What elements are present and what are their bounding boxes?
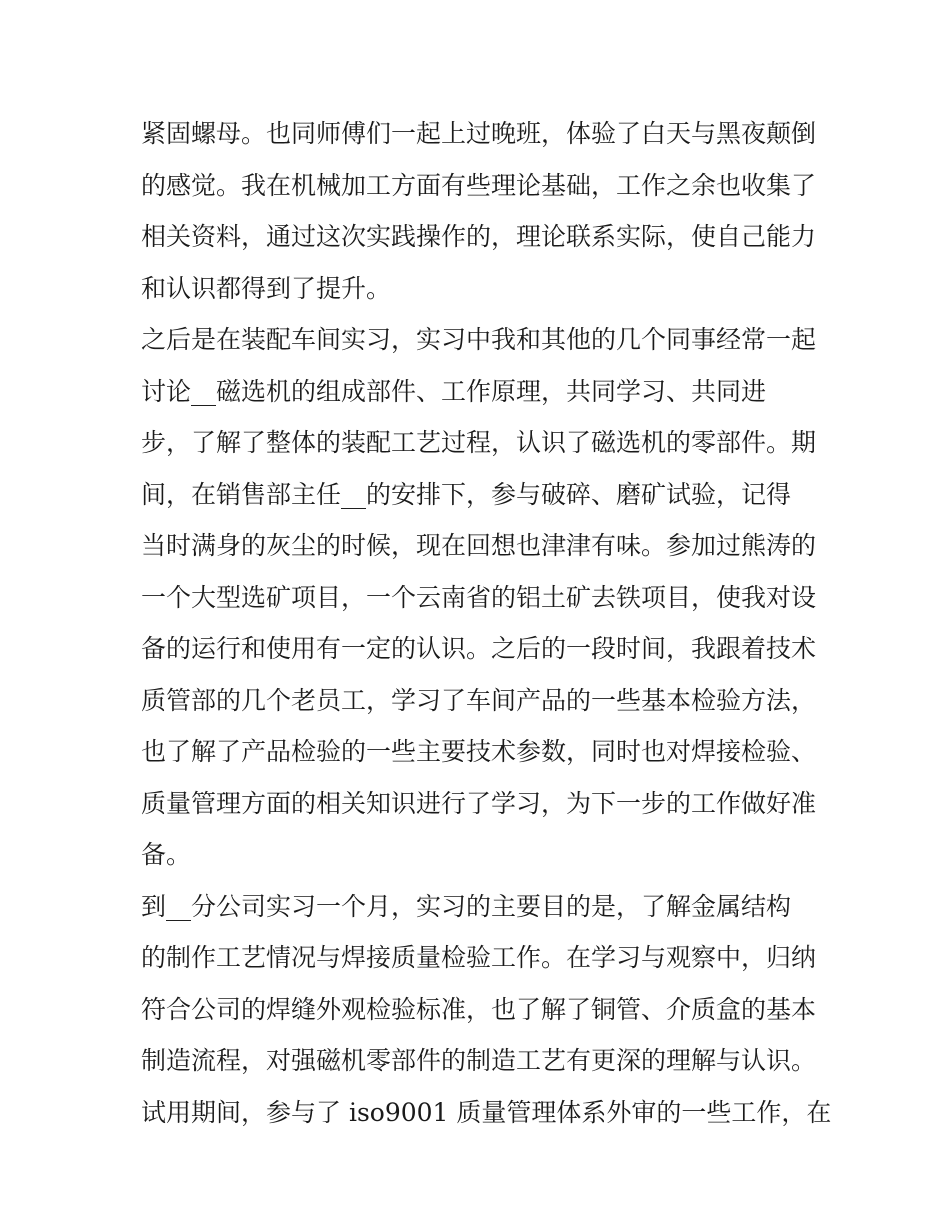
text-line: 制造流程，对强磁机零部件的制造工艺有更深的理解与认识。 [141, 1046, 817, 1075]
text-line: 步，了解了整体的装配工艺过程，认识了磁选机的零部件。期 [141, 428, 817, 457]
text-line: 也了解了产品检验的一些主要技术参数，同时也对焊接检验、 [141, 737, 817, 766]
text-line: 符合公司的焊缝外观检验标准，也了解了铜管、介质盒的基本 [141, 994, 817, 1024]
text-line: 的制作工艺情况与焊接质量检验工作。在学习与观察中，归纳 [141, 943, 817, 972]
text-line: 到__分公司实习一个月，实习的主要目的是，了解金属结构 [141, 891, 792, 921]
text-line: 当时满身的灰尘的时候，现在回想也津津有味。参加过熊涛的 [141, 531, 817, 560]
text-line: 备的运行和使用有一定的认识。之后的一段时间，我跟着技术 [141, 634, 817, 663]
text-line: 试用期间，参与了 iso9001 质量管理体系外审的一些工作，在 [141, 1097, 832, 1127]
text-line: 质量管理方面的相关知识进行了学习，为下一步的工作做好准 [141, 788, 817, 818]
text-line: 一个大型选矿项目，一个云南省的铝土矿去铁项目，使我对设 [141, 582, 817, 612]
text-line: 相关资料，通过这次实践操作的，理论联系实际，使自己能力 [141, 222, 817, 251]
text-line: 和认识都得到了提升。 [141, 273, 392, 303]
text-line: 备。 [141, 840, 192, 869]
text-line: 间，在销售部主任__的安排下，参与破碎、磨矿试验，记得 [141, 479, 792, 509]
text-line: 之后是在装配车间实习，实习中我和其他的几个同事经常一起 [141, 325, 817, 354]
text-line: 的感觉。我在机械加工方面有些理论基础，工作之余也收集了 [141, 170, 817, 200]
text-line: 紧固螺母。也同师傅们一起上过晚班，体验了白天与黑夜颠倒 [141, 119, 817, 148]
text-line: 质管部的几个老员工，学习了车间产品的一些基本检验方法， [141, 685, 817, 715]
body-text [141, 108, 832, 1138]
text-line: 讨论__磁选机的组成部件、工作原理，共同学习、共同进 [141, 376, 767, 406]
